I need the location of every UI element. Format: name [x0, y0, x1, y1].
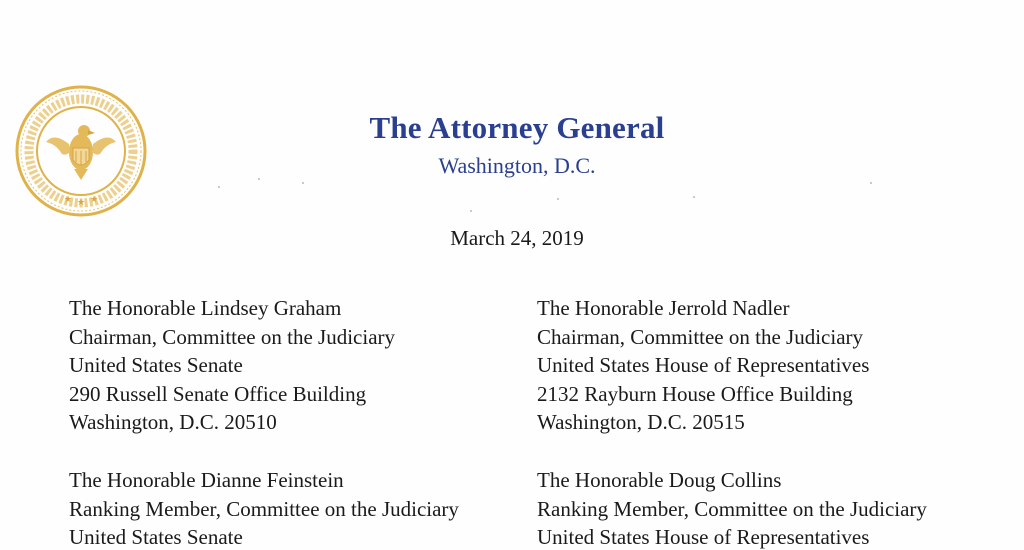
scan-speck	[870, 182, 872, 184]
scan-speck	[693, 196, 695, 198]
recipient-address-block	[69, 466, 459, 550]
letterhead-subtitle: Washington, D.C.	[438, 153, 596, 178]
scan-speck	[557, 198, 559, 200]
scan-speck	[470, 210, 472, 212]
svg-text:★: ★	[90, 195, 99, 205]
svg-text:★: ★	[64, 195, 73, 205]
recipient-city: Washington, D.C. 20515	[537, 410, 745, 435]
recipient-name: The Honorable Jerrold Nadler	[537, 296, 790, 320]
letterhead-title: The Attorney General	[369, 110, 665, 145]
recipient-address-block	[69, 294, 395, 437]
recipient-title: Chairman, Committee on the Judiciary	[69, 324, 396, 349]
scan-speck	[218, 186, 220, 188]
recipient-chamber: United States Senate	[69, 353, 243, 378]
recipient-title: Ranking Member, Committee on the Judiciary	[69, 496, 459, 521]
recipient-title: Ranking Member, Committee on the Judiciary	[537, 496, 927, 521]
recipient-city: Washington, D.C. 20510	[69, 410, 277, 435]
doj-seal-icon	[14, 84, 148, 218]
recipient-name: The Honorable Dianne Feinstein	[69, 468, 344, 492]
recipient-office: 2132 Rayburn House Office Building	[537, 381, 853, 406]
recipient-name: The Honorable Lindsey Graham	[69, 296, 342, 320]
svg-text:★: ★	[77, 198, 86, 208]
recipient-address-block	[537, 466, 927, 550]
recipient-chamber: United States Senate	[69, 525, 243, 550]
recipient-name: The Honorable Doug Collins	[537, 468, 782, 492]
scan-speck	[302, 182, 304, 184]
recipient-address-block	[537, 294, 869, 437]
letter-date: March 24, 2019	[450, 226, 584, 250]
recipient-chamber: United States House of Representatives	[537, 353, 870, 378]
recipient-office: 290 Russell Senate Office Building	[69, 381, 367, 406]
recipient-chamber: United States House of Representatives	[537, 525, 870, 550]
recipient-title: Chairman, Committee on the Judiciary	[537, 324, 864, 349]
